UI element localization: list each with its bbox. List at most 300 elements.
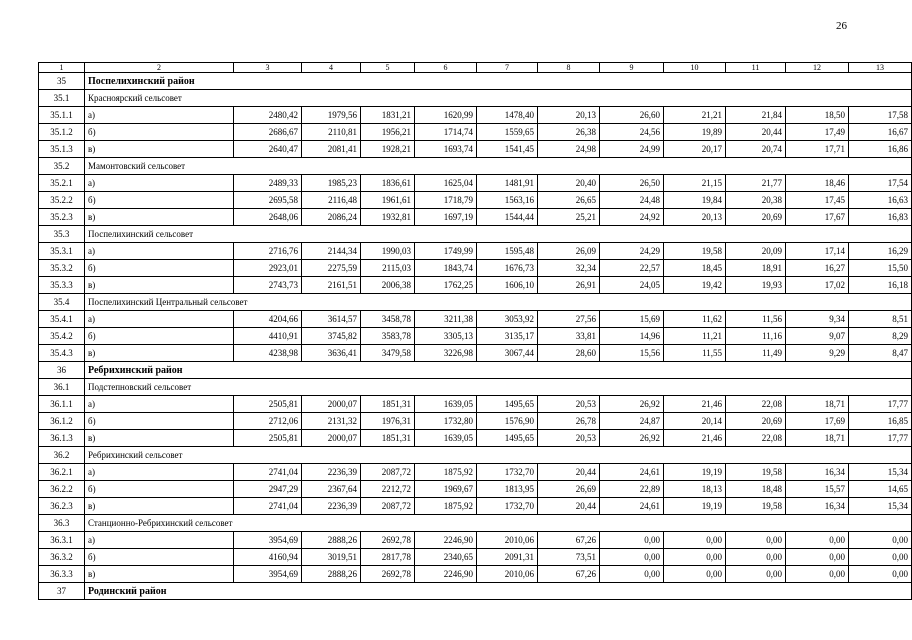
value-cell: 16,29 xyxy=(849,243,912,260)
row-number: 36.1.3 xyxy=(39,430,85,447)
column-number-cell: 11 xyxy=(726,63,786,73)
variant-label: в) xyxy=(85,277,234,294)
value-cell: 1976,31 xyxy=(361,413,415,430)
council-row xyxy=(39,158,912,175)
value-cell: 0,00 xyxy=(664,549,726,566)
value-cell: 18,46 xyxy=(786,175,849,192)
value-cell: 17,69 xyxy=(786,413,849,430)
value-cell: 1851,31 xyxy=(361,396,415,413)
value-cell: 1732,80 xyxy=(415,413,477,430)
value-cell: 2817,78 xyxy=(361,549,415,566)
table-row xyxy=(39,107,912,124)
column-number-cell: 3 xyxy=(234,63,302,73)
value-cell: 67,26 xyxy=(538,532,600,549)
value-cell: 3211,38 xyxy=(415,311,477,328)
value-cell: 2212,72 xyxy=(361,481,415,498)
value-cell: 2480,42 xyxy=(234,107,302,124)
value-cell: 0,00 xyxy=(726,549,786,566)
row-number: 35 xyxy=(39,73,85,90)
value-cell: 24,56 xyxy=(600,124,664,141)
value-cell: 2367,64 xyxy=(302,481,361,498)
council-row xyxy=(39,447,912,464)
row-number: 35.1.3 xyxy=(39,141,85,158)
column-number-cell: 10 xyxy=(664,63,726,73)
value-cell: 0,00 xyxy=(726,566,786,583)
value-cell: 17,02 xyxy=(786,277,849,294)
value-cell: 32,34 xyxy=(538,260,600,277)
value-cell: 19,89 xyxy=(664,124,726,141)
table-row xyxy=(39,311,912,328)
table-row xyxy=(39,396,912,413)
row-number: 35.3 xyxy=(39,226,85,243)
value-cell: 3019,51 xyxy=(302,549,361,566)
value-cell: 20,44 xyxy=(726,124,786,141)
table-body xyxy=(39,63,912,600)
value-cell: 24,61 xyxy=(600,498,664,515)
value-cell: 0,00 xyxy=(726,532,786,549)
row-number: 36.1.1 xyxy=(39,396,85,413)
value-cell: 20,44 xyxy=(538,464,600,481)
value-cell: 15,34 xyxy=(849,498,912,515)
value-cell: 20,53 xyxy=(538,396,600,413)
row-number: 35.4.2 xyxy=(39,328,85,345)
value-cell: 19,84 xyxy=(664,192,726,209)
value-cell: 26,50 xyxy=(600,175,664,192)
value-cell: 15,57 xyxy=(786,481,849,498)
value-cell: 2743,73 xyxy=(234,277,302,294)
value-cell: 1813,95 xyxy=(477,481,538,498)
value-cell: 2246,90 xyxy=(415,532,477,549)
value-cell: 25,21 xyxy=(538,209,600,226)
variant-label: а) xyxy=(85,243,234,260)
value-cell: 16,18 xyxy=(849,277,912,294)
value-cell: 17,45 xyxy=(786,192,849,209)
value-cell: 3954,69 xyxy=(234,566,302,583)
value-cell: 15,34 xyxy=(849,464,912,481)
value-cell: 1961,61 xyxy=(361,192,415,209)
value-cell: 17,77 xyxy=(849,430,912,447)
tariff-table xyxy=(38,62,912,600)
row-number: 36.3.2 xyxy=(39,549,85,566)
value-cell: 0,00 xyxy=(849,566,912,583)
value-cell: 21,84 xyxy=(726,107,786,124)
row-number: 36.2.2 xyxy=(39,481,85,498)
council-row xyxy=(39,379,912,396)
row-number: 36.2.3 xyxy=(39,498,85,515)
value-cell: 16,85 xyxy=(849,413,912,430)
value-cell: 22,08 xyxy=(726,396,786,413)
value-cell: 3458,78 xyxy=(361,311,415,328)
value-cell: 2000,07 xyxy=(302,430,361,447)
value-cell: 26,69 xyxy=(538,481,600,498)
value-cell: 8,29 xyxy=(849,328,912,345)
row-number: 35.2.2 xyxy=(39,192,85,209)
value-cell: 17,58 xyxy=(849,107,912,124)
value-cell: 3226,98 xyxy=(415,345,477,362)
table-row xyxy=(39,430,912,447)
value-cell: 18,71 xyxy=(786,396,849,413)
value-cell: 1831,21 xyxy=(361,107,415,124)
value-cell: 4160,94 xyxy=(234,549,302,566)
value-cell: 24,99 xyxy=(600,141,664,158)
value-cell: 2236,39 xyxy=(302,464,361,481)
value-cell: 21,15 xyxy=(664,175,726,192)
value-cell: 11,49 xyxy=(726,345,786,362)
value-cell: 2712,06 xyxy=(234,413,302,430)
council-name: Поспелихинский Центральный сельсовет xyxy=(85,294,912,311)
value-cell: 9,29 xyxy=(786,345,849,362)
value-cell: 1875,92 xyxy=(415,464,477,481)
value-cell: 3614,57 xyxy=(302,311,361,328)
district-name: Поспелихинский район xyxy=(85,73,912,90)
council-row xyxy=(39,515,912,532)
value-cell: 20,53 xyxy=(538,430,600,447)
table-row xyxy=(39,243,912,260)
value-cell: 0,00 xyxy=(600,566,664,583)
value-cell: 0,00 xyxy=(664,566,726,583)
value-cell: 2116,48 xyxy=(302,192,361,209)
variant-label: б) xyxy=(85,549,234,566)
table-row xyxy=(39,345,912,362)
value-cell: 3954,69 xyxy=(234,532,302,549)
value-cell: 0,00 xyxy=(849,532,912,549)
value-cell: 1956,21 xyxy=(361,124,415,141)
page-number: 26 xyxy=(836,20,847,32)
value-cell: 27,56 xyxy=(538,311,600,328)
value-cell: 26,92 xyxy=(600,396,664,413)
value-cell: 3053,92 xyxy=(477,311,538,328)
value-cell: 15,50 xyxy=(849,260,912,277)
variant-label: б) xyxy=(85,413,234,430)
value-cell: 16,63 xyxy=(849,192,912,209)
row-number: 35.1 xyxy=(39,90,85,107)
variant-label: а) xyxy=(85,311,234,328)
value-cell: 21,46 xyxy=(664,396,726,413)
value-cell: 1985,23 xyxy=(302,175,361,192)
variant-label: в) xyxy=(85,209,234,226)
value-cell: 2741,04 xyxy=(234,464,302,481)
variant-label: в) xyxy=(85,566,234,583)
value-cell: 26,65 xyxy=(538,192,600,209)
value-cell: 1718,79 xyxy=(415,192,477,209)
value-cell: 1576,90 xyxy=(477,413,538,430)
value-cell: 16,83 xyxy=(849,209,912,226)
value-cell: 20,09 xyxy=(726,243,786,260)
variant-label: б) xyxy=(85,328,234,345)
value-cell: 2236,39 xyxy=(302,498,361,515)
row-number: 35.3.1 xyxy=(39,243,85,260)
value-cell: 19,19 xyxy=(664,498,726,515)
value-cell: 3135,17 xyxy=(477,328,538,345)
value-cell: 1732,70 xyxy=(477,464,538,481)
table-row xyxy=(39,532,912,549)
value-cell: 24,29 xyxy=(600,243,664,260)
value-cell: 2081,41 xyxy=(302,141,361,158)
value-cell: 1714,74 xyxy=(415,124,477,141)
variant-label: б) xyxy=(85,124,234,141)
variant-label: а) xyxy=(85,464,234,481)
value-cell: 18,48 xyxy=(726,481,786,498)
value-cell: 26,38 xyxy=(538,124,600,141)
value-cell: 0,00 xyxy=(786,549,849,566)
district-row xyxy=(39,362,912,379)
table-row xyxy=(39,413,912,430)
value-cell: 20,38 xyxy=(726,192,786,209)
value-cell: 14,65 xyxy=(849,481,912,498)
value-cell: 11,55 xyxy=(664,345,726,362)
value-cell: 2648,06 xyxy=(234,209,302,226)
value-cell: 3305,13 xyxy=(415,328,477,345)
value-cell: 18,91 xyxy=(726,260,786,277)
value-cell: 2505,81 xyxy=(234,430,302,447)
value-cell: 16,67 xyxy=(849,124,912,141)
variant-label: в) xyxy=(85,345,234,362)
value-cell: 2091,31 xyxy=(477,549,538,566)
value-cell: 20,74 xyxy=(726,141,786,158)
council-name: Подстепновский сельсовет xyxy=(85,379,912,396)
value-cell: 18,50 xyxy=(786,107,849,124)
value-cell: 2716,76 xyxy=(234,243,302,260)
value-cell: 2087,72 xyxy=(361,464,415,481)
council-name: Поспелихинский сельсовет xyxy=(85,226,912,243)
value-cell: 24,98 xyxy=(538,141,600,158)
column-number-cell: 9 xyxy=(600,63,664,73)
table-row xyxy=(39,209,912,226)
value-cell: 1932,81 xyxy=(361,209,415,226)
value-cell: 22,57 xyxy=(600,260,664,277)
value-cell: 20,40 xyxy=(538,175,600,192)
value-cell: 2340,65 xyxy=(415,549,477,566)
value-cell: 2010,06 xyxy=(477,532,538,549)
value-cell: 20,69 xyxy=(726,413,786,430)
row-number: 36.1 xyxy=(39,379,85,396)
council-name: Мамонтовский сельсовет xyxy=(85,158,912,175)
value-cell: 28,60 xyxy=(538,345,600,362)
variant-label: а) xyxy=(85,107,234,124)
variant-label: б) xyxy=(85,260,234,277)
value-cell: 1979,56 xyxy=(302,107,361,124)
value-cell: 26,78 xyxy=(538,413,600,430)
value-cell: 2489,33 xyxy=(234,175,302,192)
column-number-cell: 6 xyxy=(415,63,477,73)
table-row xyxy=(39,124,912,141)
value-cell: 4238,98 xyxy=(234,345,302,362)
value-cell: 0,00 xyxy=(786,532,849,549)
variant-label: б) xyxy=(85,192,234,209)
value-cell: 19,58 xyxy=(726,498,786,515)
row-number: 36.2.1 xyxy=(39,464,85,481)
row-number: 36.3.3 xyxy=(39,566,85,583)
value-cell: 2110,81 xyxy=(302,124,361,141)
value-cell: 3067,44 xyxy=(477,345,538,362)
value-cell: 2692,78 xyxy=(361,532,415,549)
column-number-cell: 2 xyxy=(85,63,234,73)
value-cell: 2006,38 xyxy=(361,277,415,294)
value-cell: 17,77 xyxy=(849,396,912,413)
value-cell: 20,13 xyxy=(538,107,600,124)
value-cell: 1836,61 xyxy=(361,175,415,192)
value-cell: 2010,06 xyxy=(477,566,538,583)
row-number: 35.4.3 xyxy=(39,345,85,362)
value-cell: 26,92 xyxy=(600,430,664,447)
value-cell: 21,46 xyxy=(664,430,726,447)
council-name: Станционно-Ребрихинский сельсовет xyxy=(85,515,912,532)
row-number: 35.1.1 xyxy=(39,107,85,124)
value-cell: 1625,04 xyxy=(415,175,477,192)
value-cell: 2888,26 xyxy=(302,566,361,583)
column-number-cell: 12 xyxy=(786,63,849,73)
row-number: 35.2 xyxy=(39,158,85,175)
row-number: 35.3.3 xyxy=(39,277,85,294)
value-cell: 21,21 xyxy=(664,107,726,124)
table-row xyxy=(39,481,912,498)
value-cell: 1595,48 xyxy=(477,243,538,260)
value-cell: 1620,99 xyxy=(415,107,477,124)
value-cell: 2505,81 xyxy=(234,396,302,413)
value-cell: 1697,19 xyxy=(415,209,477,226)
value-cell: 2947,29 xyxy=(234,481,302,498)
value-cell: 26,09 xyxy=(538,243,600,260)
value-cell: 3479,58 xyxy=(361,345,415,362)
value-cell: 1495,65 xyxy=(477,396,538,413)
value-cell: 2246,90 xyxy=(415,566,477,583)
row-number: 36.3.1 xyxy=(39,532,85,549)
value-cell: 1990,03 xyxy=(361,243,415,260)
value-cell: 16,86 xyxy=(849,141,912,158)
column-number-row xyxy=(39,63,912,73)
value-cell: 1481,91 xyxy=(477,175,538,192)
value-cell: 1969,67 xyxy=(415,481,477,498)
value-cell: 26,91 xyxy=(538,277,600,294)
value-cell: 2087,72 xyxy=(361,498,415,515)
variant-label: а) xyxy=(85,532,234,549)
value-cell: 8,51 xyxy=(849,311,912,328)
value-cell: 22,08 xyxy=(726,430,786,447)
value-cell: 4410,91 xyxy=(234,328,302,345)
value-cell: 19,19 xyxy=(664,464,726,481)
value-cell: 16,34 xyxy=(786,464,849,481)
column-number-cell: 5 xyxy=(361,63,415,73)
value-cell: 17,49 xyxy=(786,124,849,141)
table-row xyxy=(39,141,912,158)
value-cell: 1875,92 xyxy=(415,498,477,515)
district-row xyxy=(39,583,912,600)
value-cell: 3636,41 xyxy=(302,345,361,362)
value-cell: 11,56 xyxy=(726,311,786,328)
value-cell: 1732,70 xyxy=(477,498,538,515)
value-cell: 1495,65 xyxy=(477,430,538,447)
value-cell: 1563,16 xyxy=(477,192,538,209)
table-row xyxy=(39,566,912,583)
variant-label: б) xyxy=(85,481,234,498)
variant-label: в) xyxy=(85,430,234,447)
value-cell: 2741,04 xyxy=(234,498,302,515)
value-cell: 26,60 xyxy=(600,107,664,124)
value-cell: 1693,74 xyxy=(415,141,477,158)
column-number-cell: 8 xyxy=(538,63,600,73)
council-name: Красноярский сельсовет xyxy=(85,90,912,107)
value-cell: 11,16 xyxy=(726,328,786,345)
value-cell: 2695,58 xyxy=(234,192,302,209)
value-cell: 2161,51 xyxy=(302,277,361,294)
value-cell: 33,81 xyxy=(538,328,600,345)
column-number-cell: 1 xyxy=(39,63,85,73)
value-cell: 16,34 xyxy=(786,498,849,515)
table-row xyxy=(39,328,912,345)
value-cell: 1851,31 xyxy=(361,430,415,447)
value-cell: 0,00 xyxy=(664,532,726,549)
value-cell: 20,69 xyxy=(726,209,786,226)
value-cell: 19,93 xyxy=(726,277,786,294)
value-cell: 20,44 xyxy=(538,498,600,515)
value-cell: 4204,66 xyxy=(234,311,302,328)
value-cell: 2923,01 xyxy=(234,260,302,277)
value-cell: 17,54 xyxy=(849,175,912,192)
value-cell: 11,21 xyxy=(664,328,726,345)
value-cell: 21,77 xyxy=(726,175,786,192)
value-cell: 20,13 xyxy=(664,209,726,226)
value-cell: 17,71 xyxy=(786,141,849,158)
table-row xyxy=(39,260,912,277)
value-cell: 2640,47 xyxy=(234,141,302,158)
value-cell: 15,69 xyxy=(600,311,664,328)
value-cell: 19,58 xyxy=(664,243,726,260)
value-cell: 24,92 xyxy=(600,209,664,226)
council-row xyxy=(39,226,912,243)
value-cell: 2144,34 xyxy=(302,243,361,260)
value-cell: 20,17 xyxy=(664,141,726,158)
value-cell: 0,00 xyxy=(786,566,849,583)
district-row xyxy=(39,73,912,90)
value-cell: 1928,21 xyxy=(361,141,415,158)
value-cell: 24,61 xyxy=(600,464,664,481)
table-row xyxy=(39,464,912,481)
row-number: 35.4 xyxy=(39,294,85,311)
table-row xyxy=(39,277,912,294)
value-cell: 1843,74 xyxy=(415,260,477,277)
value-cell: 1541,45 xyxy=(477,141,538,158)
value-cell: 0,00 xyxy=(600,549,664,566)
table-row xyxy=(39,175,912,192)
column-number-cell: 7 xyxy=(477,63,538,73)
value-cell: 16,27 xyxy=(786,260,849,277)
value-cell: 18,71 xyxy=(786,430,849,447)
value-cell: 19,58 xyxy=(726,464,786,481)
value-cell: 15,56 xyxy=(600,345,664,362)
value-cell: 20,14 xyxy=(664,413,726,430)
row-number: 35.1.2 xyxy=(39,124,85,141)
value-cell: 2115,03 xyxy=(361,260,415,277)
row-number: 36.2 xyxy=(39,447,85,464)
value-cell: 0,00 xyxy=(849,549,912,566)
value-cell: 9,07 xyxy=(786,328,849,345)
value-cell: 2275,59 xyxy=(302,260,361,277)
value-cell: 2131,32 xyxy=(302,413,361,430)
value-cell: 17,67 xyxy=(786,209,849,226)
row-number: 36.1.2 xyxy=(39,413,85,430)
value-cell: 1676,73 xyxy=(477,260,538,277)
value-cell: 18,13 xyxy=(664,481,726,498)
value-cell: 1606,10 xyxy=(477,277,538,294)
value-cell: 24,87 xyxy=(600,413,664,430)
value-cell: 3583,78 xyxy=(361,328,415,345)
district-name: Родинский район xyxy=(85,583,912,600)
value-cell: 73,51 xyxy=(538,549,600,566)
value-cell: 8,47 xyxy=(849,345,912,362)
value-cell: 1639,05 xyxy=(415,430,477,447)
value-cell: 0,00 xyxy=(600,532,664,549)
district-name: Ребрихинский район xyxy=(85,362,912,379)
